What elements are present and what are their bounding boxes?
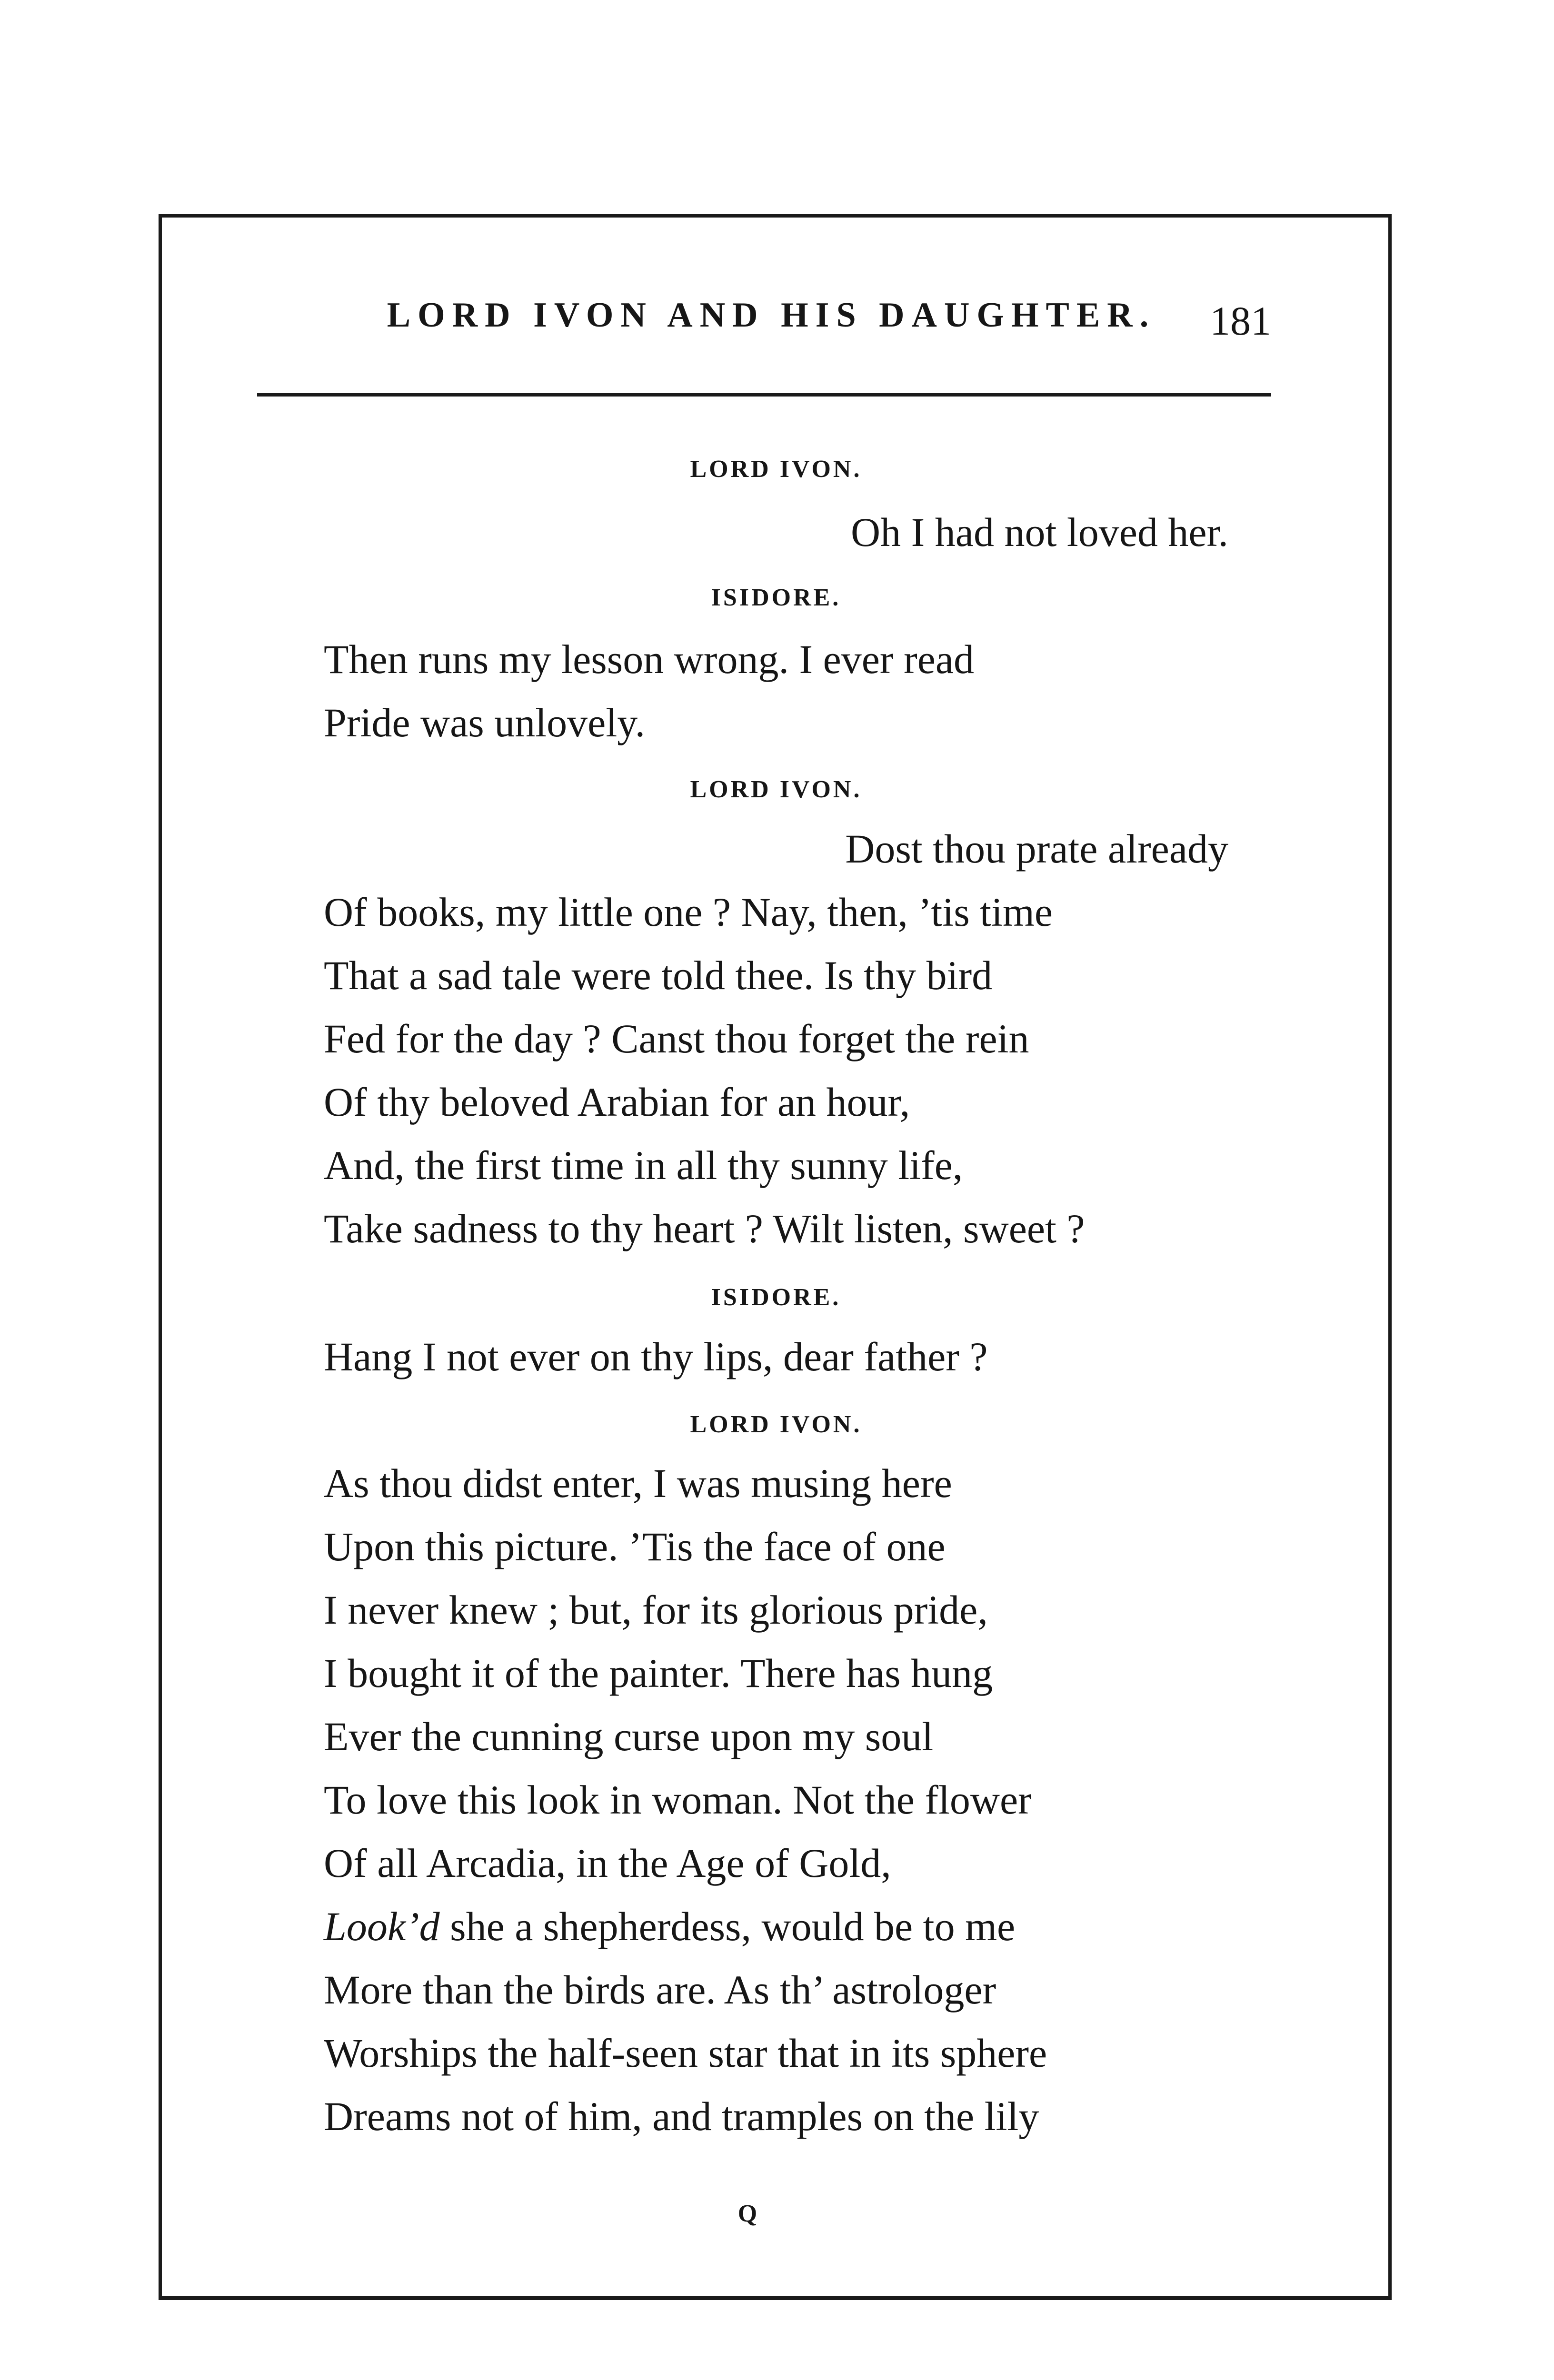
speaker-label: LORD IVON.	[690, 1411, 862, 1438]
verse-line: As thou didst enter, I was musing here	[324, 1460, 952, 1506]
verse-line: Pride was unlovely.	[324, 700, 646, 745]
verse-line: Of thy beloved Arabian for an hour,	[324, 1079, 910, 1125]
verse-line: Dost thou prate already	[845, 826, 1228, 872]
italic-word: Look’d	[324, 1904, 440, 1949]
poem-text	[324, 0, 1228, 2380]
running-title: LORD IVON AND HIS DAUGHTER.	[387, 296, 1156, 335]
verse-line: More than the birds are. As th’ astrologer	[324, 1967, 996, 2013]
speaker-label: LORD IVON.	[690, 456, 862, 483]
speaker-label: LORD IVON.	[690, 776, 862, 803]
verse-line: Hang I not ever on thy lips, dear father ?	[324, 1334, 988, 1379]
verse-line: And, the first time in all thy sunny life,	[324, 1142, 963, 1188]
verse-line: To love this look in woman. Not the flower	[324, 1777, 1032, 1823]
verse-line: Then runs my lesson wrong. I ever read	[324, 636, 975, 682]
verse-line: That a sad tale were told thee. Is thy bird	[324, 952, 993, 998]
speaker-label: ISIDORE.	[711, 1284, 841, 1311]
verse-line: Take sadness to thy heart ? Wilt listen, sweet ?	[324, 1206, 1085, 1251]
verse-line: Of books, my little one ? Nay, then, ’tis time	[324, 889, 1053, 935]
verse-line-rest: she a shepherdess, would be to me	[439, 1904, 1016, 1949]
verse-line: Fed for the day ? Canst thou forget the rein	[324, 1016, 1029, 1061]
verse-line: Dreams not of him, and tramples on the lily	[324, 2093, 1039, 2139]
page-number: 181	[1210, 298, 1271, 344]
verse-line: Upon this picture. ’Tis the face of one	[324, 1524, 946, 1569]
verse-line: Of all Arcadia, in the Age of Gold,	[324, 1840, 891, 1886]
verse-line: I bought it of the painter. There has hung	[324, 1650, 993, 1696]
verse-line: Ever the cunning curse upon my soul	[324, 1714, 934, 1759]
signature-mark: Q	[737, 2200, 757, 2227]
verse-line	[324, 1906, 1228, 1947]
verse-line: I never knew ; but, for its glorious pride,	[324, 1587, 988, 1633]
speaker-label: ISIDORE.	[711, 584, 841, 611]
verse-line: Worships the half-seen star that in its sphere	[324, 2030, 1047, 2076]
verse-line: Oh I had not loved her.	[851, 509, 1228, 555]
